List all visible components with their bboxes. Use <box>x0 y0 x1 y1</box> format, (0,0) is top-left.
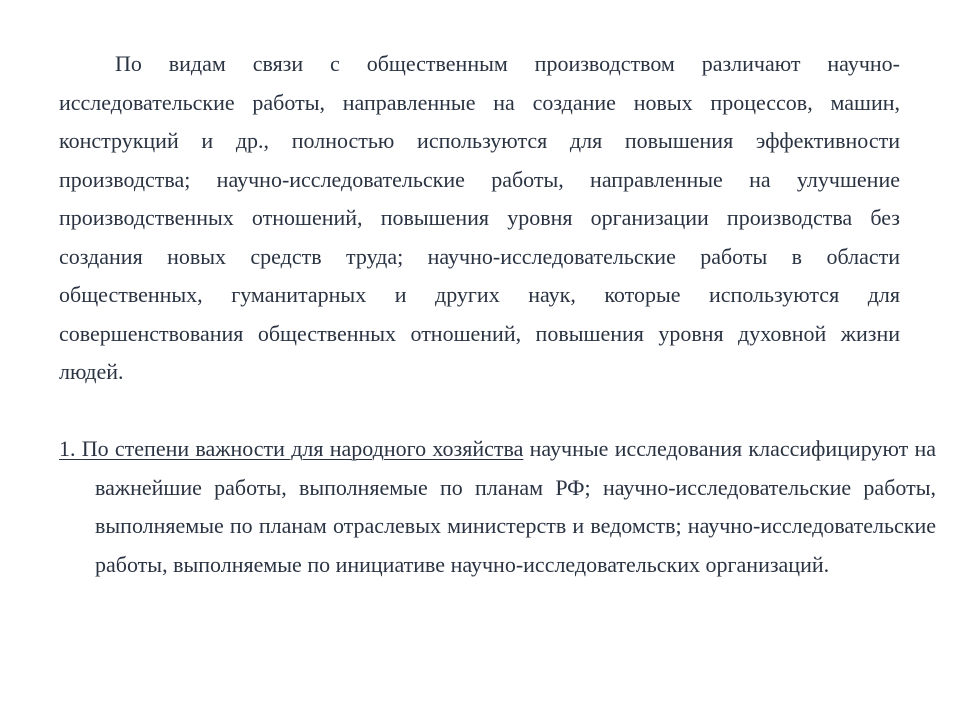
list-item-text: научные исследования классифицируют на важнейшие работы, выполняемые по планам РФ; научно-исследовательские работы, выполняемые по планам отраслевых министерств и ведомств; научно-исследовательские работы, выполняемые по инициативе научно-исследовательских организаций. <box>95 436 937 577</box>
numbered-list-item <box>59 430 936 584</box>
list-item-heading <box>59 436 523 461</box>
list-item-number: 1. <box>59 436 76 461</box>
list-item-heading-text: По степени важности для народного хозяйства <box>81 436 524 461</box>
body-paragraph: По видам связи с общественным производством различают научно-исследовательские работы, направленные на создание новых процессов, машин, конструкций и др., полностью используются для повышения эффективности производства; научно-исследовательские работы, направленные на улучшение производственных отношений, повышения уровня организации производства без создания новых средств труда; научно-исследовательские работы в области общественных, гуманитарных и других наук, которые используются для совершенствования общественных отношений, повышения уровня духовной жизни людей. <box>59 51 900 384</box>
